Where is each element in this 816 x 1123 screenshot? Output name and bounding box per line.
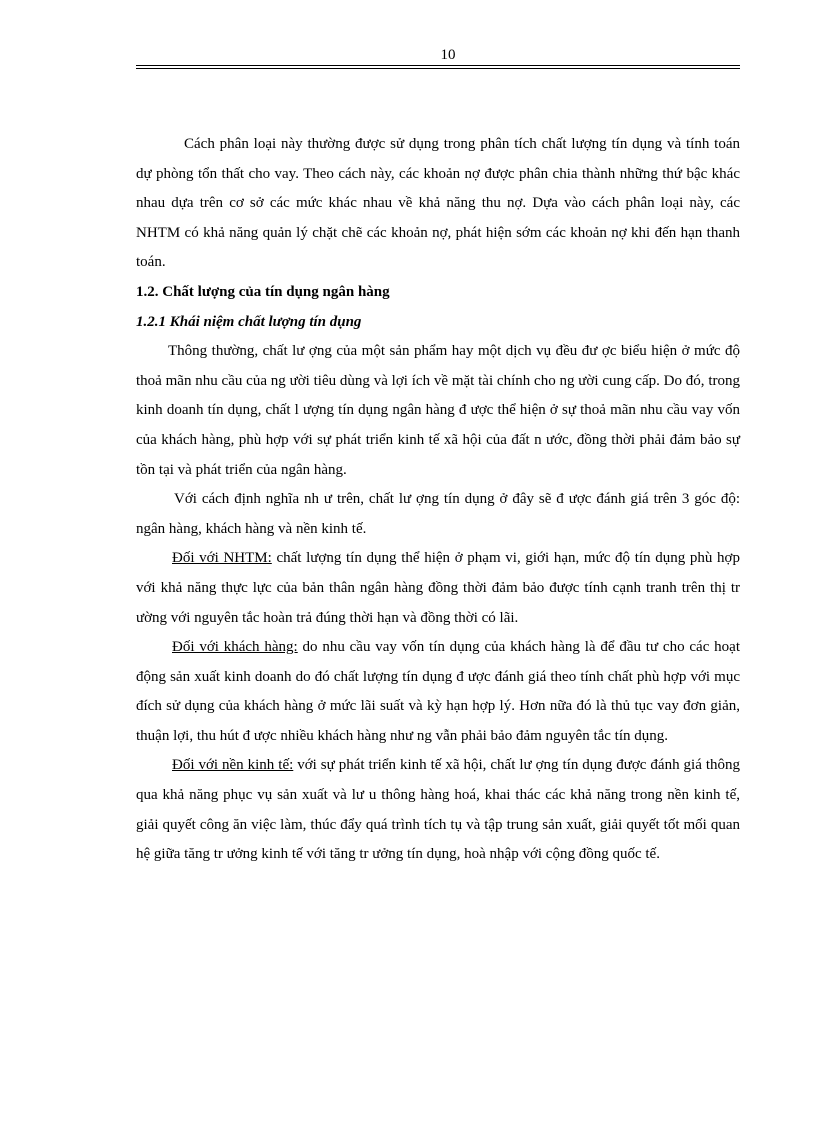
paragraph-economy-perspective — [136, 751, 740, 869]
section-heading-1-2-1: 1.2.1 Khái niệm chất lượng tín dụng — [136, 313, 362, 330]
paragraph-three-perspectives: Với cách định nghĩa nh ư trên, chất lư ợng tín dụng ở đây sẽ đ ược đánh giá trên 3 góc độ: ngân hàng, khách hàng và nền kinh tế. — [136, 491, 740, 537]
section-heading-1-2: 1.2. Chất lượng của tín dụng ngân hàng — [136, 283, 390, 300]
paragraph-classification: Cách phân loại này thường được sử dụng trong phân tích chất lượng tín dụng và tính toán dự phòng tổn thất cho vay. Theo cách này, các khoản nợ được phân chia thành những thứ bậc khác nhau dựa trên cơ sở các mức khác nhau về khả năng thu nợ. Dựa vào cách phân loại này, các NHTM có khả năng quản lý chặt chẽ các khoản nợ, phát hiện sớm các khoản nợ khi đến hạn thanh toán. — [136, 136, 740, 271]
economy-perspective-text: với sự phát triển kinh tế xã hội, chất lư ợng tín dụng được đánh giá thông qua khả năng phục vụ sản xuất và lư u thông hàng hoá, khai thác các khả năng trong nền kinh tế, giải quyết công ăn việc làm, thúc đẩy quá trình tích tụ và tập trung sản xuất, giải quyết tốt mối quan hệ giữa tăng tr ưởng kinh tế với tăng tr ưởng tín dụng, hoà nhập với cộng đồng quốc tế. — [136, 757, 741, 863]
customer-perspective-text: do nhu cầu vay vốn tín dụng của khách hàng là để đầu tư cho các hoạt động sản xuất kinh doanh do đó chất lượng tín dụng đ ược đánh giá theo tính chất phù hợp với mục đích sử dụng của khách hàng ở mức lãi suất và kỳ hạn hợp lý. Hơn nữa đó là thủ tục vay đơn giản, thuận lợi, thu hút đ ược nhiều khách hàng như ng vẫn phải bảo đảm nguyên tắc tín dụng. — [136, 639, 740, 744]
economy-perspective-label: Đối với nền kinh tế: — [172, 757, 294, 774]
paragraph-quality-definition: Thông thường, chất lư ợng của một sản phẩm hay một dịch vụ đều đư ợc biểu hiện ở mức độ thoả mãn nhu cầu của ng ười tiêu dùng và lợi ích về mặt tài chính cho ng ười cung cấp. Do đó, trong kinh doanh tín dụng, chất l ượng tín dụng ngân hàng đ ược thể hiện ở sự thoả mãn nhu cầu vay vốn của khách hàng, phù hợp với sự phát triển kinh tế xã hội của đất n ước, đồng thời phải đảm bảo sự tồn tại và phát triển của ngân hàng. — [136, 343, 740, 478]
bank-perspective-text: chất lượng tín dụng thể hiện ở phạm vi, giới hạn, mức độ tín dụng phù hợp với khả năng thực lực của bản thân ngân hàng đồng thời đảm bảo được tính cạnh tranh trên thị tr ường với nguyên tắc hoàn trả đúng thời hạn và đồng thời có lãi. — [136, 550, 740, 626]
paragraph-customer-perspective — [136, 633, 740, 751]
customer-perspective-label: Đối với khách hàng: — [172, 639, 298, 656]
bank-perspective-label: Đối với NHTM: — [172, 550, 272, 567]
header-rule-thick — [136, 68, 740, 69]
paragraph-bank-perspective — [136, 544, 740, 633]
page-number: 10 — [440, 47, 456, 63]
header-rule-thin — [136, 65, 740, 66]
document-body — [136, 130, 740, 870]
